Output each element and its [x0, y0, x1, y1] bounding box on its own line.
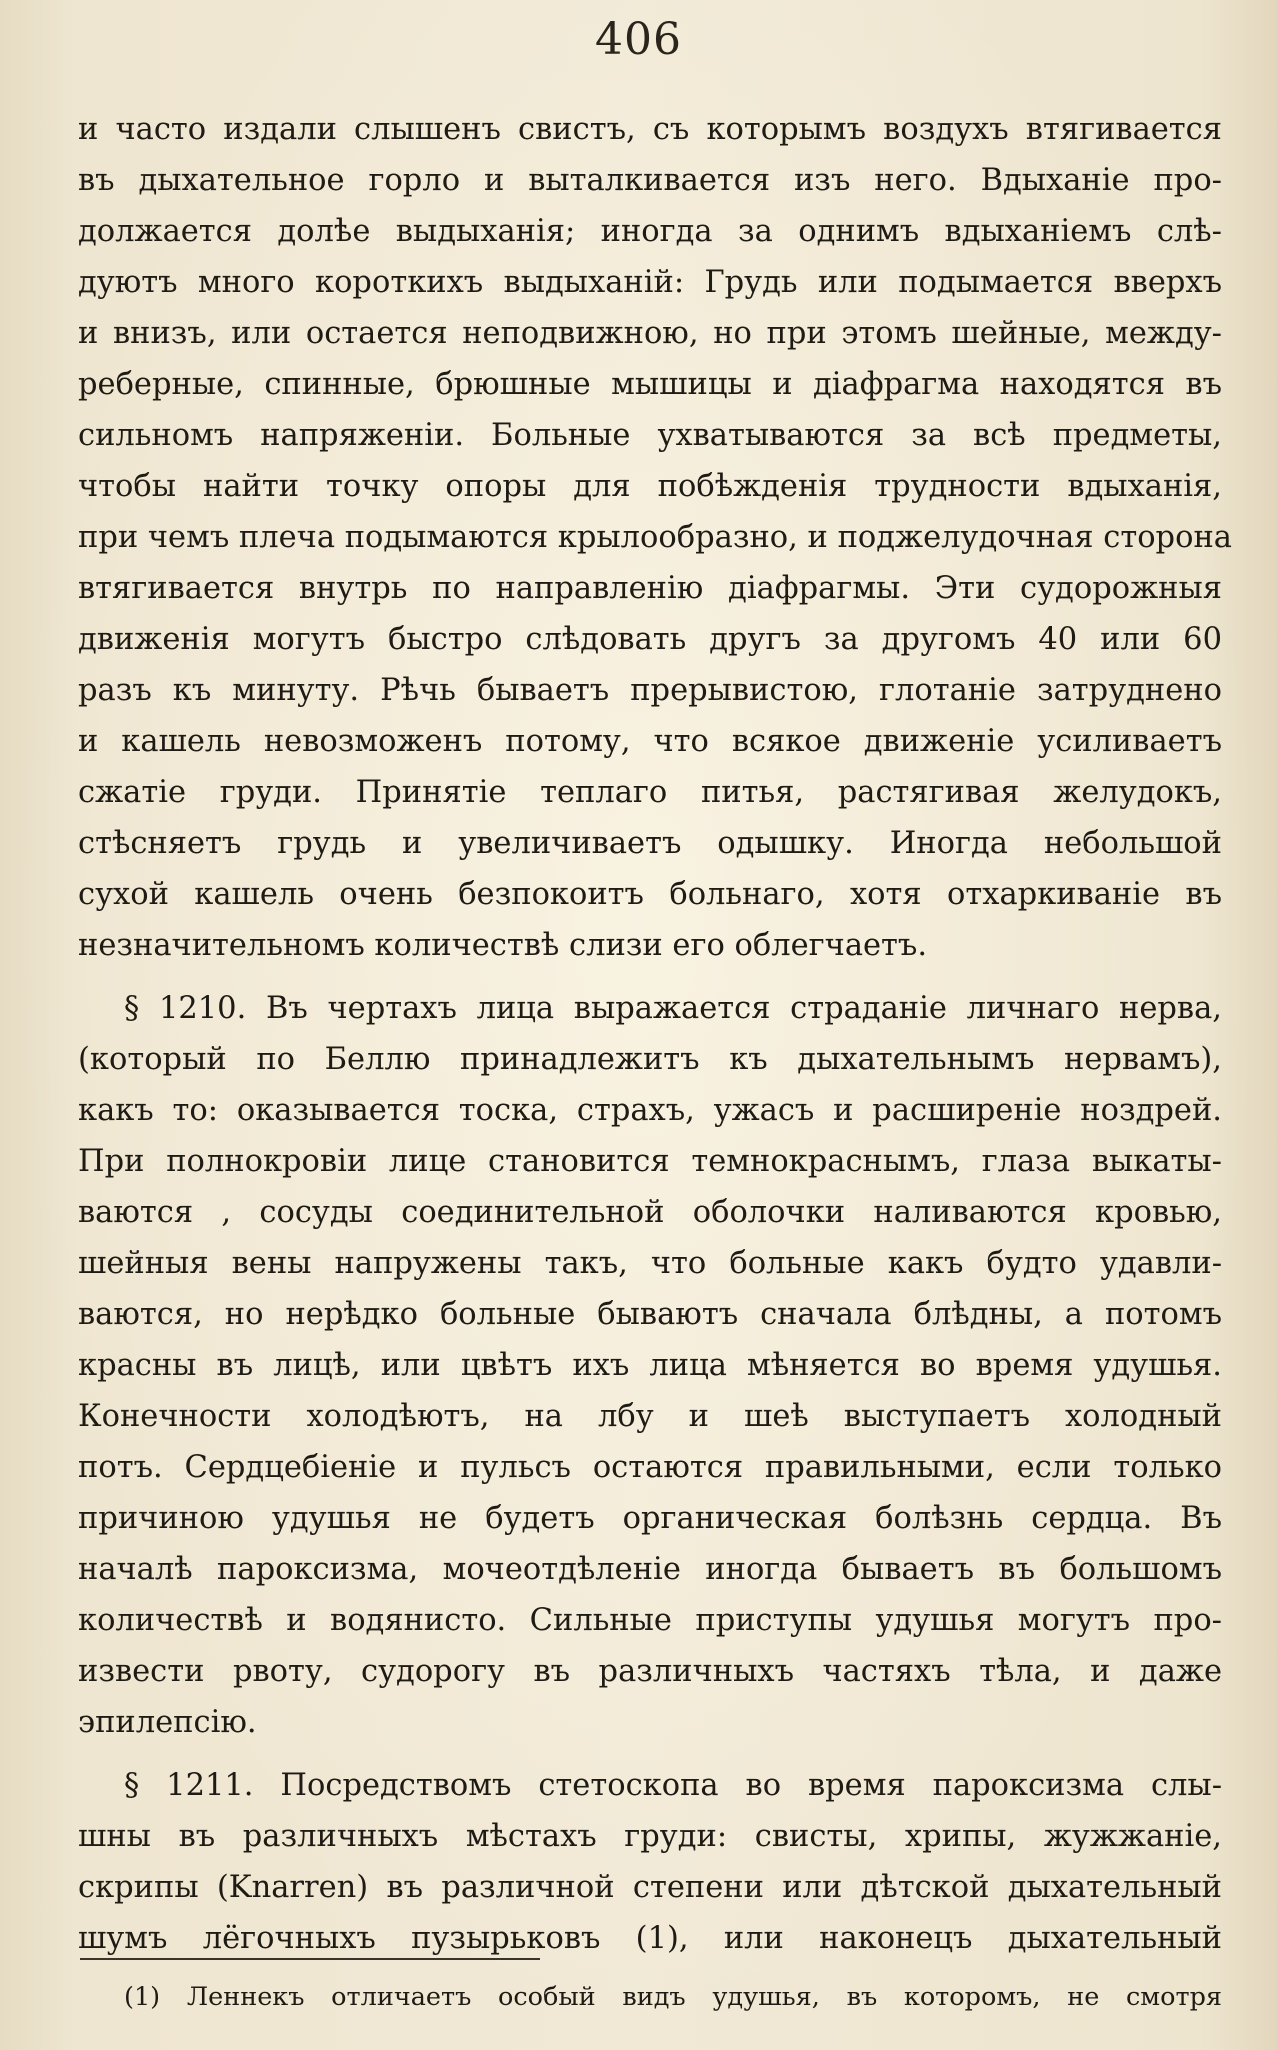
text-line: и внизъ, или остается неподвижною, но при этомъ шейные, между-	[78, 316, 1222, 351]
text-line: ваются, но нерѣдко больные бываютъ сначала блѣдны, а потомъ	[78, 1297, 1222, 1332]
text-line: потъ. Сердцебіеніе и пульсъ остаются правильными, если только	[78, 1450, 1222, 1485]
text-line: при чемъ плеча подымаются крылообразно, и поджелудочная сторона	[78, 520, 1232, 555]
text-line: шны въ различныхъ мѣстахъ груди: свисты, хрипы, жужжаніе,	[78, 1819, 1222, 1854]
text-line: началѣ пароксизма, мочеотдѣленіе иногда бываетъ въ большомъ	[78, 1552, 1222, 1587]
text-line: шумъ лёгочныхъ пузырьковъ (1), или наконецъ дыхательный	[78, 1921, 1222, 1956]
paragraph-1211	[78, 1760, 1222, 1964]
text-line: и часто издали слышенъ свистъ, съ которымъ воздухъ втягивается	[78, 112, 1222, 147]
text-line: извести рвоту, судорогу въ различныхъ частяхъ тѣла, и даже	[78, 1654, 1222, 1689]
section-1211-heading-line: § 1211. Посредствомъ стетоскопа во время пароксизма слы-	[124, 1768, 1222, 1803]
text-line: незначительномъ количествѣ слизи его облегчаетъ.	[78, 928, 928, 963]
section-1210-heading-line: § 1210. Въ чертахъ лица выражается страданіе личнаго нерва,	[124, 991, 1222, 1026]
text-line: дуютъ много короткихъ выдыханій: Грудь или подымается вверхъ	[78, 265, 1222, 300]
text-line: ваются , сосуды соединительной оболочки наливаются кровью,	[78, 1195, 1222, 1230]
text-line: втягивается внутрь по направленію діафрагмы. Эти судорожныя	[78, 571, 1222, 606]
page-number: 406	[595, 14, 682, 65]
text-line: реберные, спинные, брюшные мышицы и діафрагма находятся въ	[78, 367, 1222, 402]
text-line: сжатіе груди. Принятіе теплаго питья, растягивая желудокъ,	[78, 775, 1222, 810]
text-line: чтобы найти точку опоры для побѣжденія трудности вдыханія,	[78, 469, 1222, 504]
footnote-divider	[80, 1958, 540, 1960]
text-line: разъ къ минуту. Рѣчь бываетъ прерывистою, глотаніе затруднено	[78, 673, 1222, 708]
text-line: какъ то: оказывается тоска, страхъ, ужасъ и расширеніе ноздрей.	[78, 1093, 1222, 1128]
text-line: сильномъ напряженіи. Больные ухватываются за всѣ предметы,	[78, 418, 1222, 453]
text-line: стѣсняетъ грудь и увеличиваетъ одышку. Иногда небольшой	[78, 826, 1222, 861]
text-line: и кашель невозможенъ потому, что всякое движеніе усиливаетъ	[78, 724, 1222, 759]
text-line: При полнокровіи лице становится темнокраснымъ, глаза выкаты-	[78, 1144, 1222, 1179]
footnote: (1) Леннекъ отличаетъ особый видъ удушья, въ которомъ, не смотря	[124, 1982, 1222, 2012]
text-line: скрипы (Knarren) въ различной степени или дѣтской дыхательный	[78, 1870, 1222, 1905]
paragraph-1	[78, 104, 1232, 971]
text-line: шейныя вены напружены такъ, что больные какъ будто удавли-	[78, 1246, 1222, 1281]
text-line: движенія могутъ быстро слѣдовать другъ за другомъ 40 или 60	[78, 622, 1222, 657]
body-text	[78, 104, 1232, 1956]
text-line: въ дыхательное горло и выталкивается изъ него. Вдыханіе про-	[78, 163, 1222, 198]
text-line: сухой кашель очень безпокоитъ больнаго, хотя отхаркиваніе въ	[78, 877, 1222, 912]
paragraph-gap	[78, 1748, 1222, 1760]
text-line: Конечности холодѣютъ, на лбу и шеѣ выступаетъ холодный	[78, 1399, 1222, 1434]
text-line: (который по Беллю принадлежитъ къ дыхательнымъ нервамъ),	[78, 1042, 1222, 1077]
text-line: должается долѣе выдыханія; иногда за однимъ вдыханіемъ слѣ-	[78, 214, 1222, 249]
text-line: причиною удушья не будетъ органическая болѣзнь сердца. Въ	[78, 1501, 1222, 1536]
text-line: эпилепсію.	[78, 1705, 257, 1740]
paragraph-1210	[78, 983, 1222, 1748]
paragraph-gap	[78, 971, 1222, 983]
text-line: количествѣ и водянисто. Сильные приступы удушья могутъ про-	[78, 1603, 1222, 1638]
text-line: красны въ лицѣ, или цвѣтъ ихъ лица мѣняется во время удушья.	[78, 1348, 1222, 1383]
